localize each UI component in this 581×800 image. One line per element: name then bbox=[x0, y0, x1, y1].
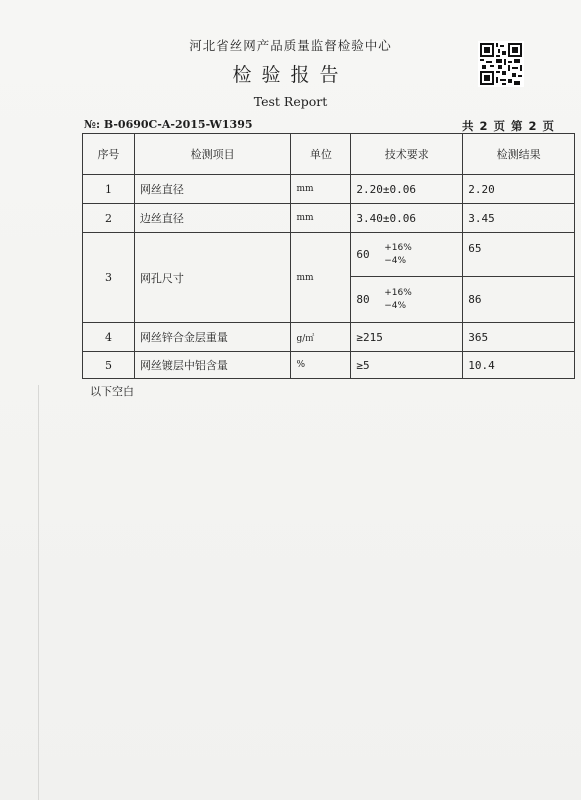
blank-below-note: 以下空白 bbox=[90, 385, 134, 398]
result: 2.20 bbox=[463, 175, 575, 204]
tolerance bbox=[384, 287, 412, 313]
tolerance-plus: +16% bbox=[384, 287, 412, 298]
result: 3.45 bbox=[463, 204, 575, 233]
table-row bbox=[83, 175, 575, 204]
page-indicator: 共 2 页 第 2 页 bbox=[462, 119, 556, 133]
result: 65 bbox=[463, 233, 575, 277]
requirement: ≥5 bbox=[351, 352, 463, 379]
table-row bbox=[83, 204, 575, 233]
requirement: 3.40±0.06 bbox=[351, 204, 463, 233]
report-title-english: Test Report bbox=[253, 94, 328, 109]
tolerance-minus: −4% bbox=[384, 300, 407, 311]
result: 10.4 bbox=[463, 352, 575, 379]
row-number: 4 bbox=[83, 323, 135, 352]
row-number: 3 bbox=[83, 233, 135, 323]
column-header: 技术要求 bbox=[351, 134, 463, 175]
test-item: 边丝直径 bbox=[134, 204, 291, 233]
unit: mm bbox=[291, 204, 351, 233]
column-header: 单位 bbox=[291, 134, 351, 175]
report-number: №: B-0690C-A-2015-W1395 bbox=[84, 118, 253, 131]
test-item: 网丝直径 bbox=[134, 175, 291, 204]
tolerance bbox=[384, 242, 412, 268]
tolerance-minus: −4% bbox=[384, 255, 407, 266]
result: 365 bbox=[463, 323, 575, 352]
test-item: 网孔尺寸 bbox=[134, 233, 291, 323]
requirement: 2.20±0.06 bbox=[351, 175, 463, 204]
nominal-value: 80 bbox=[356, 292, 370, 306]
nominal-value: 60 bbox=[356, 247, 370, 261]
requirement: ≥215 bbox=[351, 323, 463, 352]
table-row bbox=[83, 352, 575, 379]
tolerance-plus: +16% bbox=[384, 242, 412, 253]
unit: % bbox=[291, 352, 351, 379]
results-table bbox=[82, 133, 575, 379]
unit: g/㎡ bbox=[291, 323, 351, 352]
table-row bbox=[83, 323, 575, 352]
qr-code-icon bbox=[478, 41, 524, 87]
organization-name: 河北省丝网产品质量监督检验中心 bbox=[189, 38, 392, 53]
requirement bbox=[351, 277, 463, 323]
column-header: 检测项目 bbox=[134, 134, 291, 175]
row-number: 1 bbox=[83, 175, 135, 204]
report-title: 检验报告 bbox=[232, 64, 349, 86]
table-header-row bbox=[83, 134, 575, 175]
test-item: 网丝锌合金层重量 bbox=[134, 323, 291, 352]
page-edge-shadow bbox=[38, 385, 39, 800]
column-header: 序号 bbox=[83, 134, 135, 175]
row-number: 5 bbox=[83, 352, 135, 379]
test-item: 网丝镀层中铝含量 bbox=[134, 352, 291, 379]
result: 86 bbox=[463, 277, 575, 323]
unit: mm bbox=[291, 233, 351, 323]
unit: mm bbox=[291, 175, 351, 204]
table-row bbox=[83, 233, 575, 277]
row-number: 2 bbox=[83, 204, 135, 233]
column-header: 检测结果 bbox=[463, 134, 575, 175]
requirement bbox=[351, 233, 463, 277]
